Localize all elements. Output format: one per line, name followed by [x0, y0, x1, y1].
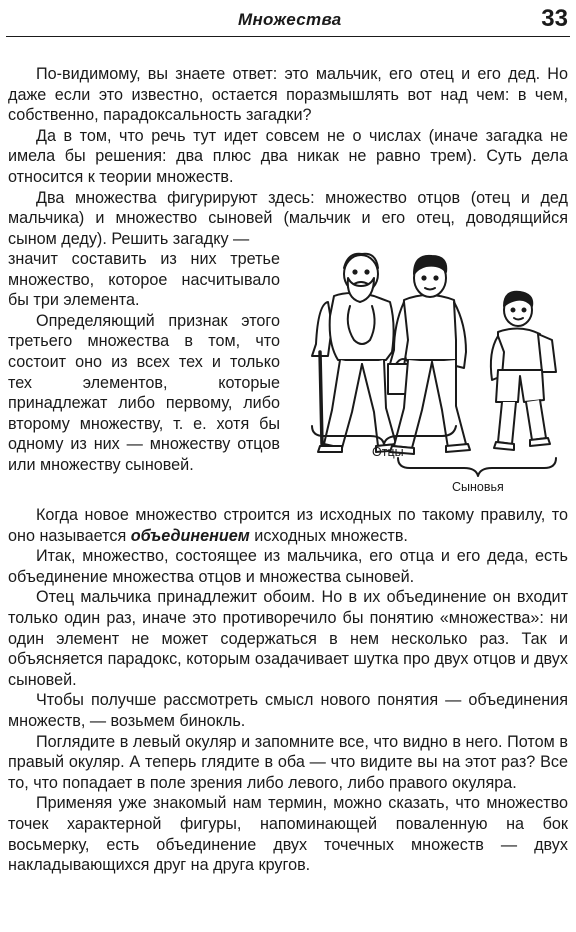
grandfather-figure	[312, 254, 400, 452]
term-union: объединением	[130, 526, 250, 545]
running-title: Множества	[238, 10, 342, 29]
sons-brace	[398, 458, 556, 476]
paragraph-2: Да в том, что речь тут идет совсем не о числах (иначе загадка не имела бы решения: два плюс два никак не равно трем). Суть дела относится к теории множеств.	[8, 126, 568, 186]
paragraph-5-end: исходных множеств.	[249, 526, 408, 545]
father-figure	[388, 256, 470, 454]
paragraph-5	[8, 505, 568, 546]
paragraph-6: Итак, множество, состоящее из мальчика, его отца и его деда, есть объединение множества отцов и множества сыновей.	[8, 547, 568, 586]
paragraph-9: Поглядите в левый окуляр и запомните все, что видно в него. Потом в правый окуляр. А теперь глядите в оба — что видите вы на этот раз? Все то, что попадает в поле зрения либо левого, либо правого окуляра.	[8, 732, 568, 792]
fathers-label: Отцы	[372, 445, 404, 459]
fathers-and-sons-illustration	[298, 244, 568, 502]
text-top-block	[8, 64, 568, 249]
header-rule	[6, 36, 570, 37]
paragraph-4: Определяющий признак этого третьего множества в том, что состоит оно из всех тех и только тех элементов, которые принадлежат либо первому, либо второму множеству, т. е. хотя бы одному из них — множеству отцов или множеству сыновей.	[8, 311, 280, 474]
paragraph-10: Применяя уже знакомый нам термин, можно сказать, что множество точек характерной фигуры, напоминающей поваленную на бок восьмерку, есть объединение двух точечных множеств — двух накладывающихся друг на друга кругов.	[8, 794, 568, 875]
paragraph-1: По-видимому, вы знаете ответ: это мальчик, его отец и его дед. Но даже если это известно, остается поразмышлять вот над чем: в чем, собственно, парадоксальность загадки?	[8, 65, 568, 125]
boy-figure	[491, 292, 556, 450]
sons-label: Сыновья	[452, 480, 504, 494]
three-figures-drawing	[298, 244, 568, 502]
paragraph-7: Отец мальчика принадлежит обоим. Но в их объединение он входит только один раз, иначе это противоречило бы понятию «множества»: ни один элемент не может содержаться в нем несколько раз. Так и объясняется парадокс, которым озадачивает шутка про двух отцов и двух сыновей.	[8, 588, 568, 689]
paragraph-5-start: Когда новое множество строится из исходных по такому правилу, то оно называется	[8, 506, 568, 545]
page-number: 33	[541, 5, 568, 32]
text-left-column	[8, 249, 280, 476]
paragraph-8: Чтобы получше рассмотреть смысл нового понятия — объединения множеств, — возьмем бинокль.	[8, 691, 568, 730]
paragraph-3: Два множества фигурируют здесь: множество отцов (отец и дед мальчика) и множество сыновей (мальчик и его отец, доводящийся сыном деду). Решить загадку —	[8, 188, 568, 248]
paragraph-3-continuation: значит составить из них третье множество, которое насчитывало бы три элемента.	[8, 250, 280, 310]
page-header	[6, 0, 570, 38]
text-bottom-block	[8, 505, 568, 876]
